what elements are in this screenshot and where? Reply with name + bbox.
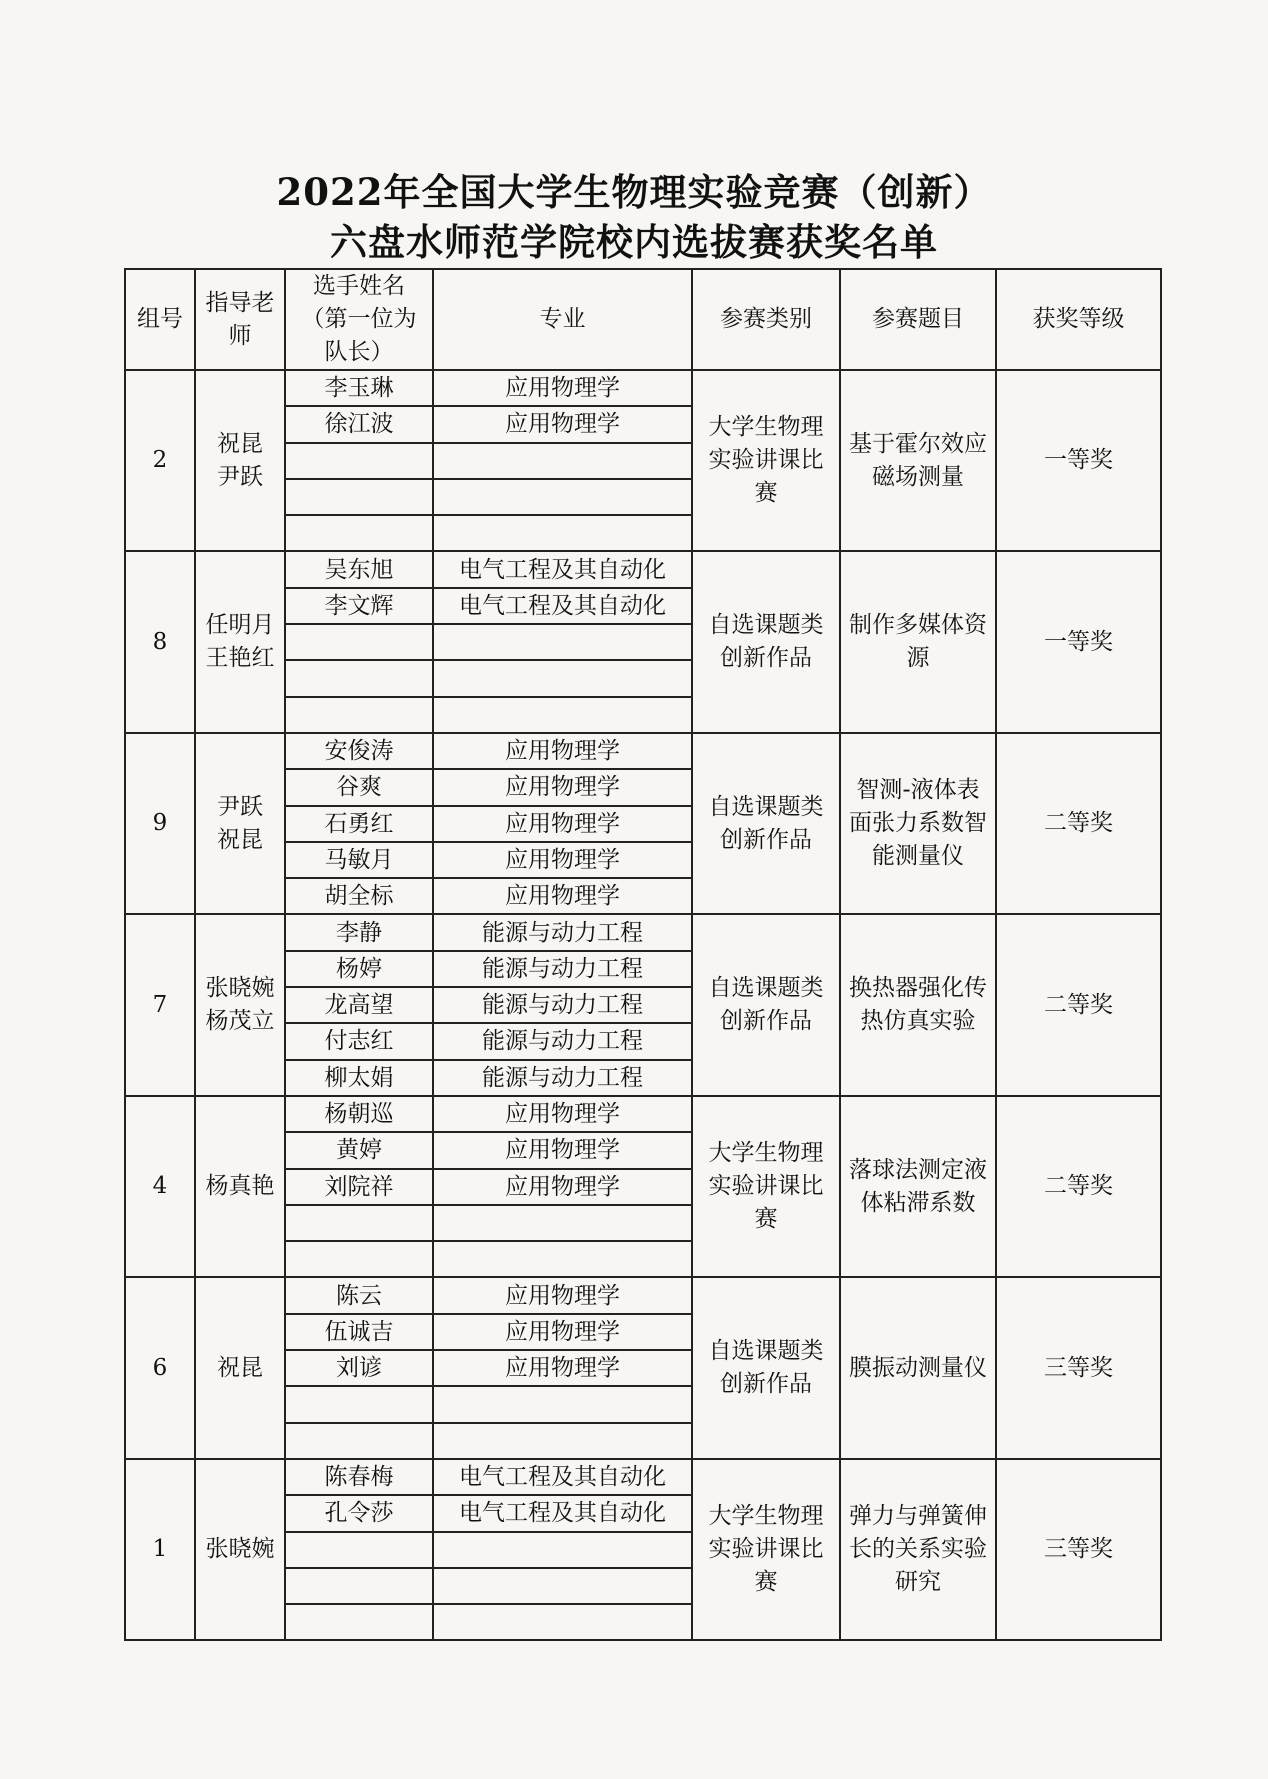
awards-table bbox=[124, 268, 1162, 1641]
student-major-cell: 应用物理学 bbox=[433, 1277, 692, 1313]
header-students: 选手姓名（第一位为队长） bbox=[285, 269, 433, 370]
group-number-cell: 1 bbox=[125, 1459, 195, 1640]
group-number-cell: 7 bbox=[125, 914, 195, 1095]
topic-cell bbox=[840, 1096, 996, 1277]
student-name-cell bbox=[285, 624, 433, 660]
award-cell-text: 二等奖 bbox=[1044, 810, 1113, 837]
student-name-cell: 徐江波 bbox=[285, 406, 433, 442]
teacher-name: 王艳红 bbox=[205, 645, 275, 672]
student-name-cell: 柳太娟 bbox=[285, 1060, 433, 1096]
award-cell-text: 三等奖 bbox=[1044, 1354, 1113, 1381]
student-name-cell bbox=[285, 1205, 433, 1241]
teacher-cell bbox=[195, 733, 285, 914]
teacher-name: 祝昆 bbox=[217, 1354, 263, 1381]
category-cell-text: 自选课题类创新作品 bbox=[708, 793, 824, 853]
student-major-cell bbox=[433, 515, 692, 551]
category-cell-text: 自选课题类创新作品 bbox=[708, 975, 824, 1035]
student-major-cell: 应用物理学 bbox=[433, 370, 692, 406]
student-major-cell bbox=[433, 1205, 692, 1241]
topic-cell bbox=[840, 1459, 996, 1640]
table-row bbox=[125, 914, 1161, 950]
teacher-cell bbox=[195, 1459, 285, 1640]
student-major-cell bbox=[433, 443, 692, 479]
group-number-cell: 2 bbox=[125, 370, 195, 551]
student-name-cell: 李玉琳 bbox=[285, 370, 433, 406]
topic-cell bbox=[840, 370, 996, 551]
header-group: 组号 bbox=[125, 269, 195, 370]
table-row bbox=[125, 733, 1161, 769]
student-name-cell: 陈云 bbox=[285, 1277, 433, 1313]
student-major-cell: 应用物理学 bbox=[433, 733, 692, 769]
category-cell-text: 大学生物理实验讲课比赛 bbox=[708, 1503, 824, 1596]
student-name-cell: 马敏月 bbox=[285, 842, 433, 878]
topic-cell-text: 膜振动测量仪 bbox=[849, 1354, 987, 1381]
student-major-cell: 电气工程及其自动化 bbox=[433, 551, 692, 587]
student-name-cell: 谷爽 bbox=[285, 769, 433, 805]
header-award: 获奖等级 bbox=[996, 269, 1161, 370]
award-cell-text: 二等奖 bbox=[1044, 991, 1113, 1018]
award-cell bbox=[996, 1277, 1161, 1458]
category-cell bbox=[692, 1459, 840, 1640]
category-cell bbox=[692, 733, 840, 914]
student-major-cell: 应用物理学 bbox=[433, 1169, 692, 1205]
student-name-cell bbox=[285, 479, 433, 515]
student-name-cell: 石勇红 bbox=[285, 806, 433, 842]
topic-cell bbox=[840, 733, 996, 914]
student-name-cell: 龙高望 bbox=[285, 987, 433, 1023]
category-cell-text: 大学生物理实验讲课比赛 bbox=[708, 414, 824, 507]
student-major-cell: 能源与动力工程 bbox=[433, 951, 692, 987]
student-major-cell: 能源与动力工程 bbox=[433, 987, 692, 1023]
table-row bbox=[125, 1096, 1161, 1132]
student-major-cell: 电气工程及其自动化 bbox=[433, 588, 692, 624]
student-name-cell: 杨朝巡 bbox=[285, 1096, 433, 1132]
table-row bbox=[125, 370, 1161, 406]
student-name-cell: 孔令莎 bbox=[285, 1495, 433, 1531]
student-major-cell: 应用物理学 bbox=[433, 1132, 692, 1168]
student-name-cell bbox=[285, 443, 433, 479]
teacher-name: 张晓婉 bbox=[205, 975, 275, 1002]
topic-cell-text: 弹力与弹簧伸长的关系实验研究 bbox=[849, 1503, 987, 1596]
student-major-cell: 能源与动力工程 bbox=[433, 1023, 692, 1059]
category-cell bbox=[692, 1277, 840, 1458]
category-cell bbox=[692, 551, 840, 732]
topic-cell bbox=[840, 1277, 996, 1458]
student-name-cell bbox=[285, 1604, 433, 1640]
student-name-cell: 吴东旭 bbox=[285, 551, 433, 587]
student-name-cell: 李文辉 bbox=[285, 588, 433, 624]
award-cell bbox=[996, 733, 1161, 914]
group-number-cell: 6 bbox=[125, 1277, 195, 1458]
award-cell bbox=[996, 914, 1161, 1095]
student-major-cell: 电气工程及其自动化 bbox=[433, 1495, 692, 1531]
category-cell bbox=[692, 914, 840, 1095]
table-body bbox=[125, 370, 1161, 1640]
student-name-cell bbox=[285, 660, 433, 696]
student-major-cell bbox=[433, 1604, 692, 1640]
teacher-cell bbox=[195, 1277, 285, 1458]
student-name-cell bbox=[285, 697, 433, 733]
header-category: 参赛类别 bbox=[692, 269, 840, 370]
award-cell bbox=[996, 1459, 1161, 1640]
header-topic: 参赛题目 bbox=[840, 269, 996, 370]
teacher-cell bbox=[195, 914, 285, 1095]
student-major-cell bbox=[433, 1386, 692, 1422]
student-name-cell: 陈春梅 bbox=[285, 1459, 433, 1495]
student-name-cell: 刘院祥 bbox=[285, 1169, 433, 1205]
student-major-cell: 应用物理学 bbox=[433, 1096, 692, 1132]
teacher-name: 杨茂立 bbox=[205, 1008, 275, 1035]
award-cell-text: 三等奖 bbox=[1044, 1536, 1113, 1563]
student-name-cell: 胡全标 bbox=[285, 878, 433, 914]
student-name-cell bbox=[285, 1532, 433, 1568]
topic-cell-text: 换热器强化传热仿真实验 bbox=[849, 975, 987, 1035]
student-name-cell: 李静 bbox=[285, 914, 433, 950]
group-number-cell: 9 bbox=[125, 733, 195, 914]
student-name-cell bbox=[285, 1568, 433, 1604]
teacher-name: 任明月 bbox=[205, 612, 275, 639]
topic-cell-text: 智测-液体表面张力系数智能测量仪 bbox=[849, 777, 987, 870]
student-name-cell bbox=[285, 1386, 433, 1422]
document-subtitle: 六盘水师范学院校内选拔赛获奖名单 bbox=[330, 220, 938, 264]
category-cell-text: 大学生物理实验讲课比赛 bbox=[708, 1140, 824, 1233]
category-cell-text: 自选课题类创新作品 bbox=[708, 1338, 824, 1398]
award-cell bbox=[996, 370, 1161, 551]
student-major-cell: 应用物理学 bbox=[433, 842, 692, 878]
student-major-cell: 应用物理学 bbox=[433, 878, 692, 914]
student-major-cell bbox=[433, 1423, 692, 1459]
header-teacher: 指导老师 bbox=[195, 269, 285, 370]
award-cell-text: 二等奖 bbox=[1044, 1173, 1113, 1200]
topic-cell-text: 制作多媒体资源 bbox=[849, 612, 987, 672]
student-major-cell: 应用物理学 bbox=[433, 806, 692, 842]
student-major-cell bbox=[433, 1532, 692, 1568]
table-row bbox=[125, 551, 1161, 587]
student-name-cell bbox=[285, 1423, 433, 1459]
teacher-name: 尹跃 bbox=[217, 793, 263, 820]
header-major: 专业 bbox=[433, 269, 692, 370]
student-major-cell: 应用物理学 bbox=[433, 1314, 692, 1350]
student-major-cell: 应用物理学 bbox=[433, 769, 692, 805]
category-cell bbox=[692, 1096, 840, 1277]
award-cell bbox=[996, 551, 1161, 732]
student-name-cell bbox=[285, 515, 433, 551]
student-name-cell bbox=[285, 1241, 433, 1277]
student-major-cell bbox=[433, 1241, 692, 1277]
document-title: 2022年全国大学生物理实验竞赛（创新） bbox=[276, 170, 992, 214]
student-major-cell bbox=[433, 479, 692, 515]
topic-cell bbox=[840, 914, 996, 1095]
category-cell-text: 自选课题类创新作品 bbox=[708, 612, 824, 672]
student-major-cell: 能源与动力工程 bbox=[433, 1060, 692, 1096]
teacher-cell bbox=[195, 551, 285, 732]
award-cell bbox=[996, 1096, 1161, 1277]
student-name-cell: 黄婷 bbox=[285, 1132, 433, 1168]
student-major-cell bbox=[433, 697, 692, 733]
student-name-cell: 付志红 bbox=[285, 1023, 433, 1059]
table-header-row bbox=[125, 269, 1161, 370]
teacher-name: 杨真艳 bbox=[205, 1173, 275, 1200]
student-major-cell bbox=[433, 1568, 692, 1604]
group-number-cell: 8 bbox=[125, 551, 195, 732]
teacher-name: 祝昆 bbox=[217, 826, 263, 853]
table-row bbox=[125, 1277, 1161, 1313]
award-cell-text: 一等奖 bbox=[1044, 447, 1113, 474]
student-major-cell: 能源与动力工程 bbox=[433, 914, 692, 950]
table-row bbox=[125, 1459, 1161, 1495]
student-name-cell: 杨婷 bbox=[285, 951, 433, 987]
teacher-name: 尹跃 bbox=[217, 463, 263, 490]
award-cell-text: 一等奖 bbox=[1044, 628, 1113, 655]
topic-cell-text: 基于霍尔效应磁场测量 bbox=[849, 430, 987, 490]
student-major-cell bbox=[433, 624, 692, 660]
category-cell bbox=[692, 370, 840, 551]
topic-cell-text: 落球法测定液体粘滞系数 bbox=[849, 1156, 987, 1216]
student-name-cell: 安俊涛 bbox=[285, 733, 433, 769]
student-name-cell: 刘谚 bbox=[285, 1350, 433, 1386]
topic-cell bbox=[840, 551, 996, 732]
teacher-cell bbox=[195, 1096, 285, 1277]
teacher-name: 张晓婉 bbox=[205, 1536, 275, 1563]
student-name-cell: 伍诚吉 bbox=[285, 1314, 433, 1350]
student-major-cell bbox=[433, 660, 692, 696]
group-number-cell: 4 bbox=[125, 1096, 195, 1277]
student-major-cell: 电气工程及其自动化 bbox=[433, 1459, 692, 1495]
teacher-cell bbox=[195, 370, 285, 551]
student-major-cell: 应用物理学 bbox=[433, 406, 692, 442]
student-major-cell: 应用物理学 bbox=[433, 1350, 692, 1386]
teacher-name: 祝昆 bbox=[217, 430, 263, 457]
